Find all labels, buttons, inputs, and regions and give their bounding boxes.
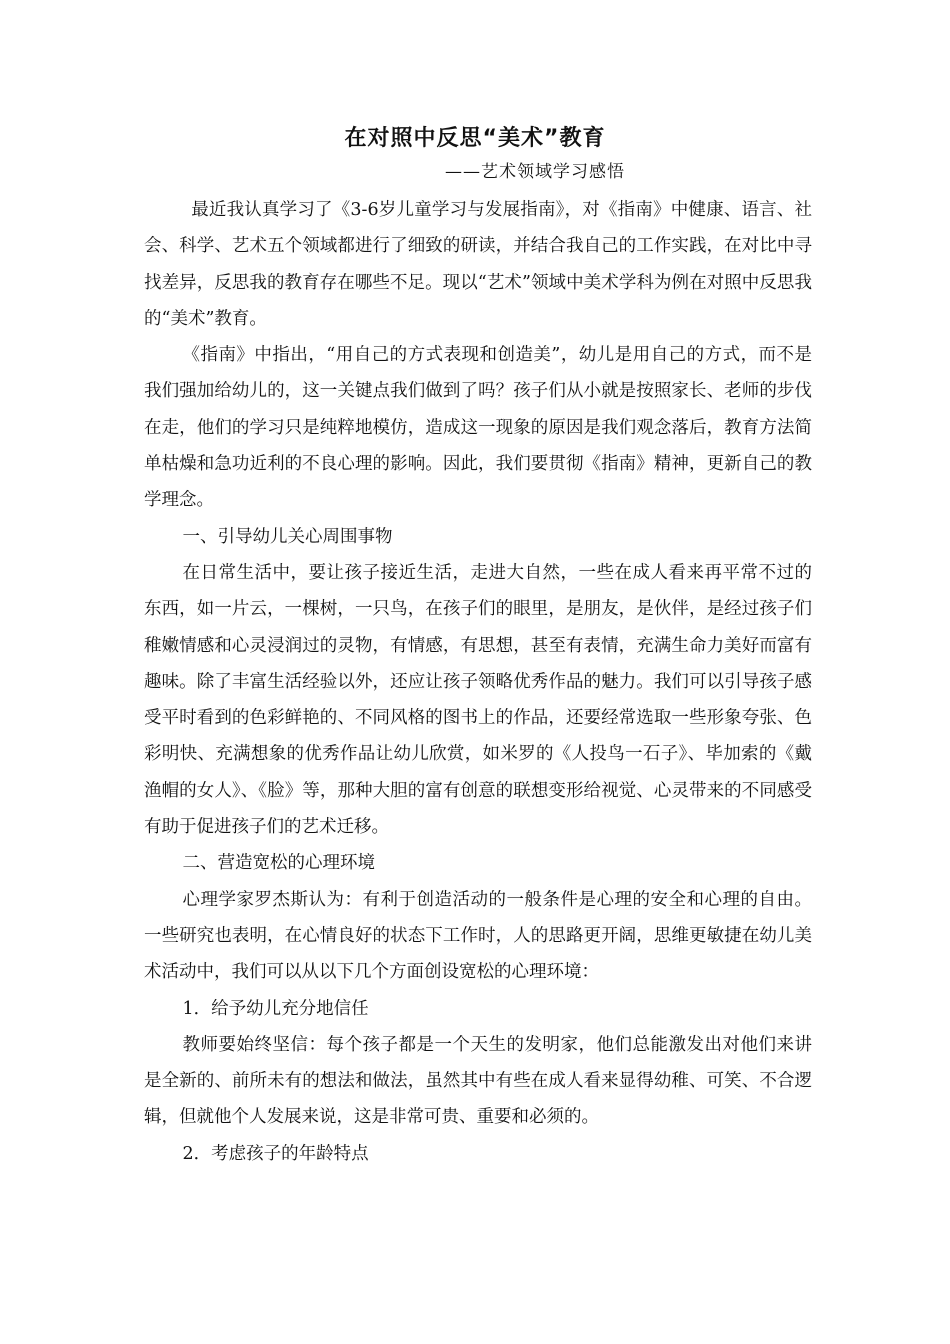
section-heading-1: 一、引导幼儿关心周围事物 bbox=[182, 526, 393, 547]
paragraph-section-2: 心理学家罗杰斯认为：有利于创造活动的一般条件是心理的安全和心理的自由。一些研究也表明，在心情良好的状态下工作时，人的思路更开阔，思维更敏捷在幼儿美术活动中，我们可以从以下几个方面创设宽松的心理环境： bbox=[144, 889, 812, 983]
subsection-heading-1: 1．给予幼儿充分地信任 bbox=[182, 998, 369, 1019]
paragraph-guide: 《指南》中指出，“用自己的方式表现和创造美”，幼儿是用自己的方式，而不是我们强加给幼儿的，这一关键点我们做到了吗？孩子们从小就是按照家长、老师的步伐在走，他们的学习只是纯粹地模仿，造成这一现象的原因是我们观念落后，教育方法简单枯燥和急功近利的不良心理的影响。因此，我们要贯彻《指南》精神，更新自己的教学理念。 bbox=[144, 345, 812, 511]
paragraph-subsection-1: 教师要始终坚信：每个孩子都是一个天生的发明家，他们总能激发出对他们来讲是全新的、前所未有的想法和做法，虽然其中有些在成人看来显得幼稚、可笑、不合逻辑，但就他个人发展来说，这是非常可贵、重要和必须的。 bbox=[144, 1034, 812, 1128]
paragraph-section-1: 在日常生活中，要让孩子接近生活，走进大自然，一些在成人看来再平常不过的东西，如一片云，一棵树，一只鸟，在孩子们的眼里，是朋友，是伙伴，是经过孩子们稚嫩情感和心灵浸润过的灵物，有情感，有思想，甚至有表情，充满生命力美好而富有趣味。除了丰富生活经验以外，还应让孩子领略优秀作品的魅力。我们可以引导孩子感受平时看到的色彩鲜艳的、不同风格的图书上的作品，还要经常选取一些形象夸张、色彩明快、充满想象的优秀作品让幼儿欣赏，如米罗的《人投鸟一石子》、毕加索的《戴渔帽的女人》、《脸》等，那种大胆的富有创意的联想变形给视觉、心灵带来的不同感受有助于促进孩子们的艺术迁移。 bbox=[144, 562, 812, 838]
paragraph-intro: 最近我认真学习了《3-6岁儿童学习与发展指南》，对《指南》中健康、语言、社会、科学、艺术五个领域都进行了细致的研读，并结合我自己的工作实践，在对比中寻找差异，反思我的教育存在哪些不足。现以“艺术”领域中美术学科为例在对照中反思我的“美术”教育。 bbox=[144, 200, 812, 329]
section-heading-2: 二、营造宽松的心理环境 bbox=[182, 853, 375, 874]
subsection-heading-2: 2．考虑孩子的年龄特点 bbox=[182, 1143, 369, 1164]
document-title: 在对照中反思“美术”教育 bbox=[344, 126, 606, 151]
document-subtitle: ——艺术领域学习感悟 bbox=[445, 162, 625, 182]
document-body bbox=[144, 192, 812, 1172]
